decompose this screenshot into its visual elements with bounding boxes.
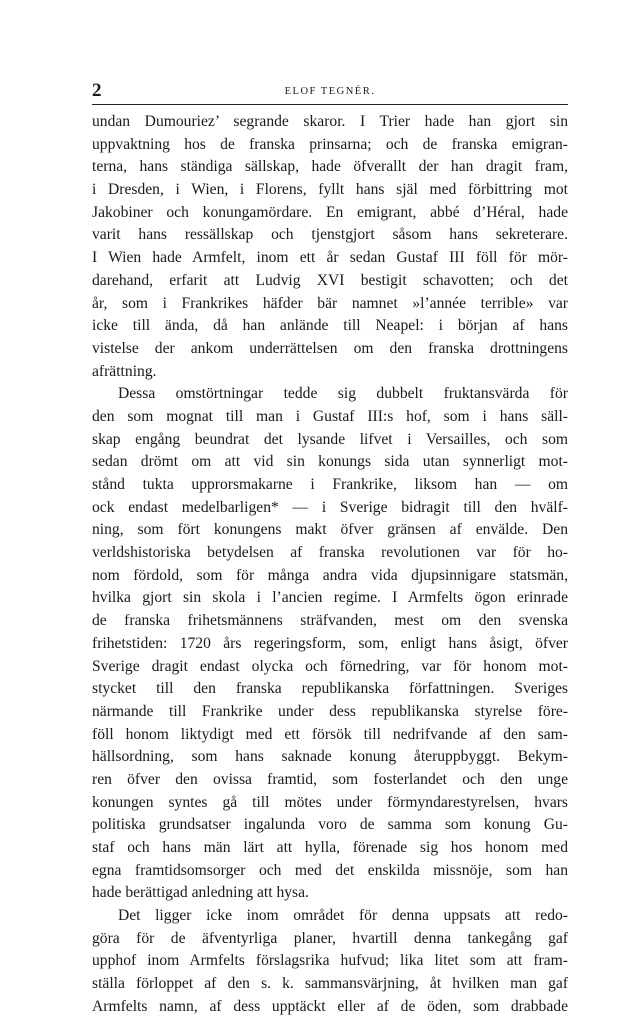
text-line: icke till ända, då han anlände till Neapel: i början af hans bbox=[92, 317, 568, 335]
text-line: stånd tukta upprorsmakarne i Frankrike, liksom han — om bbox=[92, 476, 568, 493]
text-line: Armfelts namn, af dess upptäckt eller af de öden, som drabbade bbox=[92, 997, 568, 1015]
text-line: verldshistoriska betydelsen af franska revolutionen var för ho- bbox=[92, 544, 568, 562]
text-line: ock endast medelbarligen* — i Sverige bidragit till den hvälf- bbox=[92, 498, 568, 516]
text-line: stycket till den franska republikanska författningen. Sveriges bbox=[92, 680, 568, 698]
page-number: 2 bbox=[92, 80, 102, 101]
text-line: hade berättigad anledning att hysa. bbox=[92, 884, 309, 902]
body-text bbox=[92, 111, 568, 1019]
page-header bbox=[92, 80, 568, 102]
text-line: konungen syntes gå till mötes under förmyndarestyrelsen, hvars bbox=[92, 793, 568, 811]
text-line: i Dresden, i Wien, i Florens, fyllt hans själ med förbittring mot bbox=[92, 181, 568, 199]
text-line: darehand, erfarit att Ludvig XVI bestigit schavotten; och det bbox=[92, 271, 568, 289]
text-line: uppvaktning hos de franska prinsarna; och de franska emigran- bbox=[92, 135, 568, 153]
text-line: egna framtidsomsorger och med det enskilda missnöje, som han bbox=[92, 861, 568, 879]
text-line: Sverige dragit endast olycka och förnedring, var för honom mot- bbox=[92, 657, 568, 675]
text-line: ren öfver den ovissa framtid, som fosterlandet och den unge bbox=[92, 770, 568, 788]
running-head: ELOF TEGNÉR. bbox=[284, 86, 376, 97]
text-line: Dessa omstörtningar tedde sig dubbelt fruktansvärda för bbox=[118, 385, 568, 403]
text-line: skap engång beundrat det lysande lifvet i Versailles, och som bbox=[92, 430, 568, 448]
text-line: frihetstiden: 1720 års regeringsform, som, enligt hans åsigt, öfver bbox=[92, 634, 568, 652]
text-line: år, som i Frankrikes häfder bär namnet »l’année terrible» var bbox=[92, 294, 568, 312]
header-rule bbox=[92, 104, 568, 105]
text-line: varit hans ressällskap och tjenstgjort såsom hans sekreterare. bbox=[92, 226, 568, 244]
text-line: Det ligger icke inom området för denna uppsats att redo- bbox=[118, 907, 568, 925]
text-line: den som mognat till man i Gustaf III:s hof, som i hans säll- bbox=[92, 407, 568, 425]
text-line: närmande till Frankrike under dess republikanska styrelse före- bbox=[92, 702, 568, 720]
text-line: terna, hans ständiga sällskap, hade öfverallt der han dragit fram, bbox=[92, 158, 568, 176]
text-line: politiska grundsatser ingalunda voro de samma som konung Gu- bbox=[92, 816, 568, 834]
text-line: nom fördold, som för många andra vida djupsinnigare statsmän, bbox=[92, 566, 568, 584]
text-line: de franska frihetsmännens sträfvanden, mest om den svenska bbox=[92, 612, 568, 630]
text-line: ning, som fört konungens makt öfver gränsen af envälde. Den bbox=[92, 521, 568, 539]
text-line: göra för de äfventyrliga planer, hvartill denna tankegång gaf bbox=[92, 929, 568, 947]
text-line: vistelse der ankom underrättelsen om den franska drottningens bbox=[92, 339, 568, 357]
text-line: hvilka gjort sin skola i l’ancien regime. I Armfelts ögon erinrade bbox=[92, 589, 568, 607]
text-line: hällsordning, som hans saknade konung återuppbyggt. Bekym- bbox=[92, 748, 568, 766]
text-line: staf och hans män lärt att hylla, förenade sig hos honom med bbox=[92, 839, 568, 856]
text-line: undan Dumouriez’ segrande skaror. I Trier hade han gjort sin bbox=[92, 113, 568, 130]
text-line: upphof inom Armfelts förslagsrika hufvud; lika litet som att fram- bbox=[92, 952, 568, 970]
text-line: afrättning. bbox=[92, 362, 157, 380]
text-line: I Wien hade Armfelt, inom ett år sedan Gustaf III föll för mör- bbox=[92, 249, 568, 267]
text-line: Jakobiner och konungamördare. En emigrant, abbé d’Héral, hade bbox=[92, 203, 568, 221]
text-line: sedan drömt om att vid sin konungs sida utan synnerligt mot- bbox=[92, 453, 568, 471]
text-line: föll honom liktydigt med ett försök till nedrifvande af den sam- bbox=[92, 725, 568, 743]
text-line: ställa förloppet af den s. k. sammansvärjning, åt hvilken man gaf bbox=[92, 975, 568, 993]
